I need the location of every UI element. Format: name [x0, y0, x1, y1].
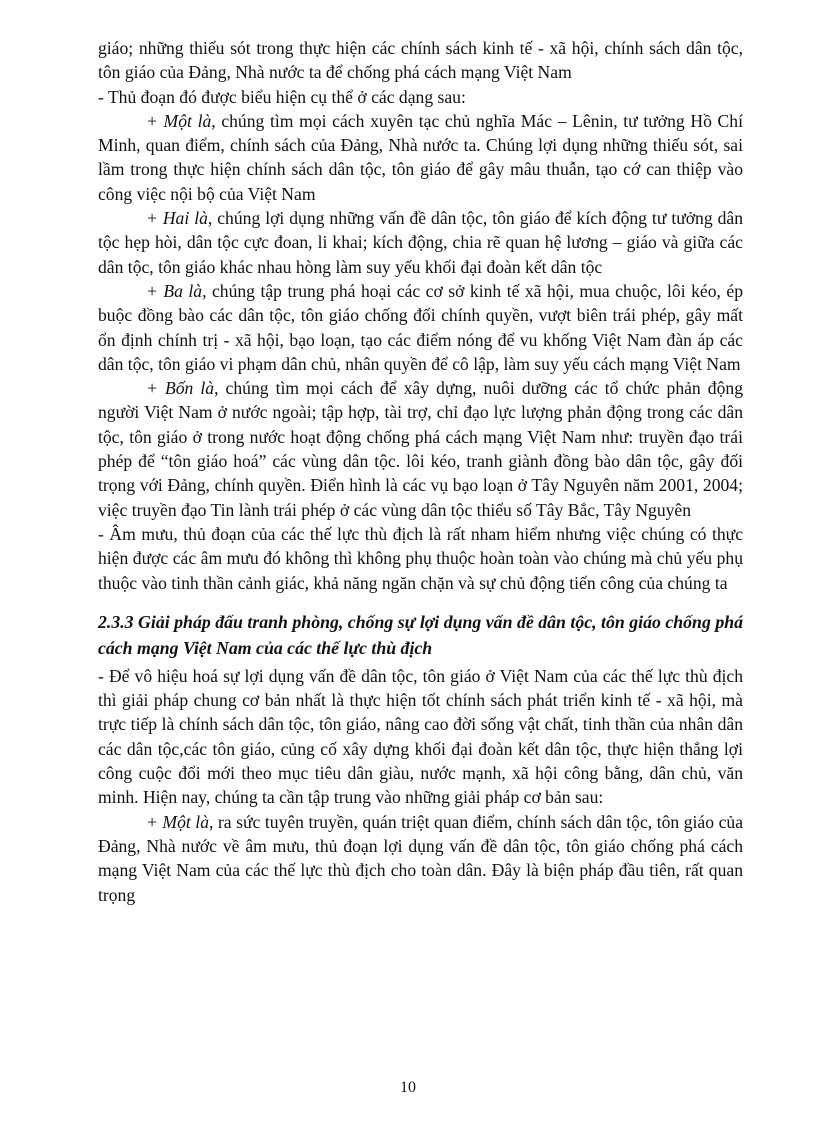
- paragraph: - Để vô hiệu hoá sự lợi dụng vấn đề dân tộc, tôn giáo ở Việt Nam của các thế lực thù địch thì giải pháp chung cơ bản nhất là thực hiện tốt chính sách phát triển kinh tế - xã hội, mà trực tiếp là chính sách dân tộc, tôn giáo, nâng cao đời sống vật chất, tinh thần của nhân dân các dân tộc,các tôn giáo, củng cố xây dựng khối đại đoàn kết dân tộc, thực hiện thắng lợi công cuộc đổi mới theo mục tiêu dân giàu, nước mạnh, xã hội công bằng, dân chủ, văn minh. Hiện nay, chúng ta cần tập trung vào những giải pháp cơ bản sau:: [98, 665, 743, 808]
- page-number: 10: [400, 1079, 416, 1096]
- paragraph-lead: + Một là: [146, 110, 212, 131]
- paragraph: - Thủ đoạn đó được biểu hiện cụ thể ở các dạng sau:: [98, 86, 466, 107]
- paragraph-body: , chúng tìm mọi cách để xây dựng, nuôi dưỡng các tổ chức phản động người Việt Nam ở nước ngoài; tập hợp, tài trợ, chỉ đạo lực lượng phản động trong các dân tộc, tôn giáo ở trong nước hoạt động chống phá cách mạng Việt Nam như: truyền đạo trái phép để “tôn giáo hoá” các vùng dân tộc. lôi kéo, tranh giành đồng bào dân tộc, gây đối trọng với Đảng, chính quyền. Điển hình là các vụ bạo loạn ở Tây Nguyên năm 2001, 2004; việc truyền đạo Tin lành trái phép ở các vùng dân tộc thiểu số Tây Bắc, Tây Nguyên: [98, 378, 743, 520]
- paragraph: giáo; những thiếu sót trong thực hiện các chính sách kinh tế - xã hội, chính sách dân tộc, tôn giáo của Đảng, Nhà nước ta để chống phá cách mạng Việt Nam: [98, 38, 743, 83]
- paragraph-mot-la-2: [98, 810, 743, 907]
- paragraph-ba-la: [98, 279, 743, 376]
- paragraph: - Âm mưu, thủ đoạn của các thế lực thù địch là rất nham hiểm nhưng việc chúng có thực hiện được các âm mưu đó không thì không phụ thuộc hoàn toàn vào chúng mà chủ yếu phụ thuộc vào tinh thần cảnh giác, khả năng ngăn chặn và sự chủ động tiến công của chúng ta: [98, 523, 743, 593]
- paragraph-lead: + Hai là: [146, 208, 208, 229]
- paragraph-bon-la: [98, 376, 743, 522]
- paragraph-body: , chúng tìm mọi cách xuyên tạc chủ nghĩa Mác – Lênin, tư tưởng Hồ Chí Minh, quan điểm, chính sách của Đảng, Nhà nước ta. Chúng lợi dụng những thiếu sót, sai lầm trong thực hiện chính sách dân tộc, tôn giáo để gây mâu thuẫn, tạo cớ can thiệp vào công việc nội bộ của Việt Nam: [98, 110, 743, 204]
- paragraph-body: , chúng tập trung phá hoại các cơ sở kinh tế xã hội, mua chuộc, lôi kéo, ép buộc đồng bào các dân tộc, tôn giáo chống đối chính quyền, vượt biên trái phép, gây mất ổn định chính trị - xã hội, bạo loạn, tạo các điểm nóng để vu khống Việt Nam đàn áp các dân tộc, tôn giáo vi phạm dân chủ, nhân quyền để cô lập, làm suy yếu cách mạng Việt Nam: [98, 280, 743, 374]
- paragraph-mot-la: [98, 109, 743, 206]
- spacer: [98, 595, 743, 609]
- document-page: [98, 36, 743, 907]
- paragraph-body: , chúng lợi dụng những vấn đề dân tộc, tôn giáo để kích động tư tưởng dân tộc hẹp hòi, dân tộc cực đoan, li khai; kích động, chia rẽ quan hệ lương – giáo và giữa các dân tộc, tôn giáo khác nhau hòng làm suy yếu khối đại đoàn kết dân tộc: [98, 208, 744, 277]
- paragraph-hai-la: [98, 206, 743, 279]
- section-heading: 2.3.3 Giải pháp đấu tranh phòng, chống sự lợi dụng vấn đề dân tộc, tôn giáo chống phá cách mạng Việt Nam của các thế lực thù địch: [98, 611, 743, 658]
- paragraph-lead: + Bốn là: [146, 378, 215, 399]
- paragraph-lead: + Ba là: [146, 280, 203, 301]
- paragraph-body: , ra sức tuyên truyền, quán triệt quan điểm, chính sách dân tộc, tôn giáo của Đảng, Nhà nước về âm mưu, thủ đoạn lợi dụng vấn đề dân tộc, tôn giáo chống phá cách mạng Việt Nam của các thế lực thù địch cho toàn dân. Đây là biện pháp đầu tiên, rất quan trọng: [98, 811, 743, 905]
- paragraph-lead: + Một là: [146, 811, 209, 832]
